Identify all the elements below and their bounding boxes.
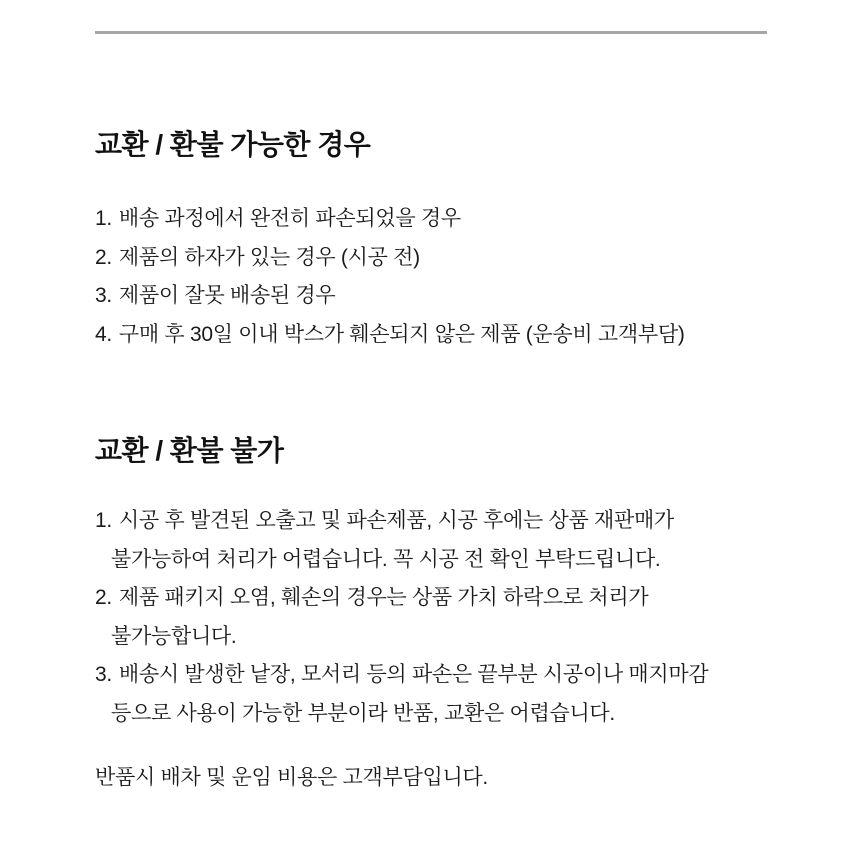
list-item <box>95 656 767 695</box>
list-item-number: 2. <box>95 586 112 609</box>
list-item-text: 배송시 발생한 낱장, 모서리 등의 파손은 끝부분 시공이나 매지마감 <box>118 663 709 686</box>
list-item <box>95 316 767 355</box>
refund-possible-list <box>95 200 767 354</box>
list-item-continuation <box>95 541 767 580</box>
section-heading-refund-possible: 교환 / 환불 가능한 경우 <box>95 129 371 160</box>
refund-not-possible-list <box>95 502 767 733</box>
list-item-number: 1. <box>95 509 112 532</box>
footer-note: 반품시 배차 및 운임 비용은 고객부담입니다. <box>95 766 488 789</box>
list-item <box>95 200 767 239</box>
list-item-text: 제품이 잘못 배송된 경우 <box>118 284 336 307</box>
list-item-number: 2. <box>95 245 112 269</box>
list-item-text: 불가능하여 처리가 어렵습니다. 꼭 시공 전 확인 부탁드립니다. <box>111 547 661 571</box>
list-item <box>95 502 767 541</box>
list-item <box>95 579 767 618</box>
list-item-text: 등으로 사용이 가능한 부분이라 반품, 교환은 어렵습니다. <box>111 701 615 725</box>
list-item-text: 제품 패키지 오염, 훼손의 경우는 상품 가치 하락으로 처리가 <box>118 586 649 609</box>
list-item-number: 3. <box>95 663 112 686</box>
list-item <box>95 277 767 316</box>
list-item-continuation <box>95 695 767 734</box>
list-item <box>95 239 767 278</box>
list-item-text: 불가능합니다. <box>111 624 237 648</box>
list-item-continuation <box>95 618 767 657</box>
list-item-text: 제품의 하자가 있는 경우 (시공 전) <box>118 245 420 269</box>
top-divider <box>95 31 767 34</box>
list-item-text: 배송 과정에서 완전히 파손되었을 경우 <box>118 207 461 230</box>
list-item-number: 1. <box>95 207 112 230</box>
list-item-number: 4. <box>95 322 112 346</box>
list-item-text: 구매 후 30일 이내 박스가 훼손되지 않은 제품 (운송비 고객부담) <box>118 322 685 346</box>
list-item-number: 3. <box>95 284 112 307</box>
section-heading-refund-not-possible: 교환 / 환불 불가 <box>95 435 284 466</box>
list-item-text: 시공 후 발견된 오출고 및 파손제품, 시공 후에는 상품 재판매가 <box>118 509 674 532</box>
